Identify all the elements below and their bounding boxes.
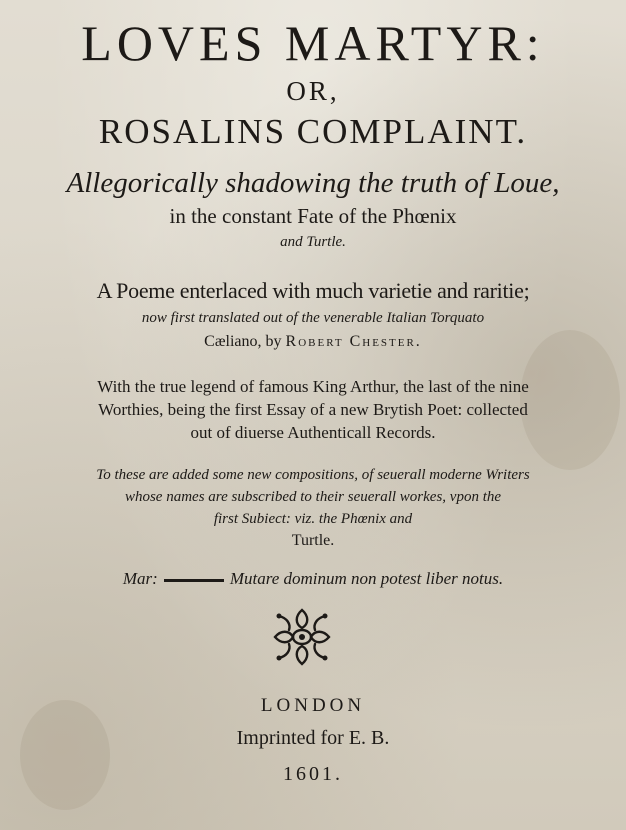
motto-dash-rule	[164, 579, 224, 582]
poem-line-1: A Poeme enterlaced with much varietie and raritie;	[96, 278, 530, 303]
translator-text: Cæliano, by	[204, 333, 286, 350]
legend-line-2: Worthies, being the first Essay of a new Brytish Poet: collected	[98, 400, 528, 419]
title-line-3: ROSALINS COMPLAINT.	[98, 112, 528, 151]
poem-line-3	[0, 331, 626, 353]
motto-text: Mutare dominum non potest liber notus.	[229, 569, 504, 588]
subtitle-line-1: Allegorically shadowing the truth of Loue,	[66, 167, 560, 199]
imprint-printer: Imprinted for E. B.	[236, 727, 390, 749]
author-name: Robert Chester.	[285, 333, 422, 350]
legend-line-3: out of diuerse Authenticall Records.	[190, 423, 436, 442]
title-line-1: LOVES MARTYR:	[81, 15, 545, 71]
imprint-place: LONDON	[260, 695, 366, 716]
motto-attribution: Mar:	[122, 569, 158, 588]
title-line-2: OR,	[286, 76, 340, 106]
additions-line-4: Turtle.	[291, 532, 335, 549]
motto	[0, 568, 626, 590]
imprint-year: 1601.	[283, 763, 343, 785]
additions-line-2: whose names are subscribed to their seuerall workes, vpon the	[124, 489, 502, 505]
subtitle-line-2: in the constant Fate of the Phœnix	[169, 204, 457, 228]
legend-line-1: With the true legend of famous King Arthur, the last of the nine	[97, 377, 529, 396]
poem-line-2: now first translated out of the venerable Italian Torquato	[141, 310, 485, 326]
subtitle-line-3: and Turtle.	[280, 234, 346, 250]
printers-fleuron-icon	[269, 606, 335, 668]
additions-line-1: To these are added some new compositions, of seuerall moderne Writers	[96, 467, 530, 483]
additions-line-3: first Subiect: viz. the Phœnix and	[213, 511, 413, 527]
